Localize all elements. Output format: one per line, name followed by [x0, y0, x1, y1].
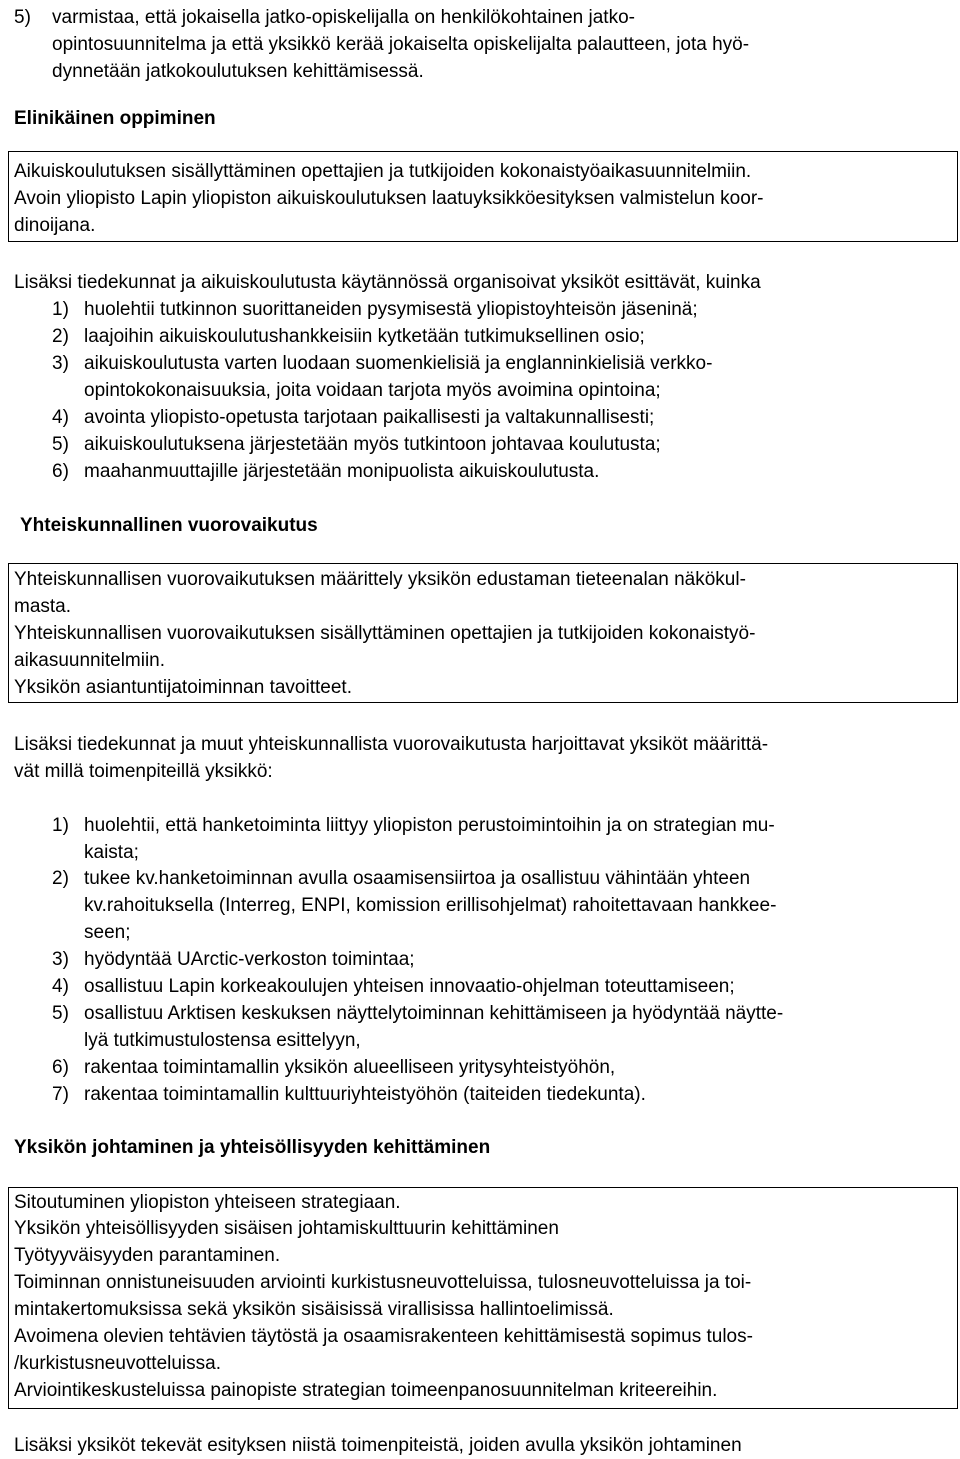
- paragraph-intro: vät millä toimenpiteillä yksikkö:: [14, 761, 273, 782]
- section-heading-lifelong-learning: Elinikäinen oppiminen: [14, 108, 216, 129]
- box-text: /kurkistusneuvotteluissa.: [14, 1353, 221, 1374]
- list-item-text: aikuiskoulutusta varten luodaan suomenkielisiä ja englanninkielisiä verkko-: [84, 353, 713, 374]
- paragraph-intro: Lisäksi tiedekunnat ja aikuiskoulutusta käytännössä organisoivat yksiköt esittävät, kuinka: [14, 272, 761, 293]
- box-text: Sitoutuminen yliopiston yhteiseen strategiaan.: [14, 1192, 401, 1213]
- list-item-text: osallistuu Lapin korkeakoulujen yhteisen innovaatio-ohjelman toteuttamiseen;: [84, 976, 735, 997]
- section-heading-societal-interaction: Yhteiskunnallinen vuorovaikutus: [20, 515, 318, 536]
- box-text: Aikuiskoulutuksen sisällyttäminen opettajien ja tutkijoiden kokonaistyöaikasuunnitelmiin.: [14, 161, 752, 182]
- list-item-text: rakentaa toimintamallin kulttuuriyhteistyöhön (taiteiden tiedekunta).: [84, 1084, 646, 1105]
- list-item-text: huolehtii, että hanketoiminta liittyy yliopiston perustoimintoihin ja on strategian mu-: [84, 815, 775, 836]
- list-item-text: osallistuu Arktisen keskuksen näyttelytoiminnan kehittämiseen ja hyödyntää näytte-: [84, 1003, 784, 1024]
- list-number: 3): [52, 949, 69, 970]
- box-text: dinoijana.: [14, 215, 96, 236]
- list-number: 5): [52, 434, 69, 455]
- list-number: 2): [52, 326, 69, 347]
- box-text: Toiminnan onnistuneisuuden arviointi kurkistusneuvotteluissa, tulosneuvotteluissa ja toi-: [14, 1272, 752, 1293]
- list-item-text: maahanmuuttajille järjestetään monipuolista aikuiskoulutusta.: [84, 461, 600, 482]
- box-text: mintakertomuksissa sekä yksikön sisäisissä virallisissa hallintoelimissä.: [14, 1299, 614, 1320]
- box-text: Avoin yliopisto Lapin yliopiston aikuiskoulutuksen laatuyksikköesityksen valmistelun koor-: [14, 188, 764, 209]
- list-item-text: hyödyntää UArctic-verkoston toimintaa;: [84, 949, 415, 970]
- list-number: 4): [52, 976, 69, 997]
- box-text: Työtyyväisyyden parantaminen.: [14, 1245, 281, 1266]
- list-item-text: laajoihin aikuiskoulutushankkeisiin kytketään tutkimuksellinen osio;: [84, 326, 645, 347]
- box-text: Avoimena olevien tehtävien täytöstä ja osaamisrakenteen kehittämisestä sopimus tulos-: [14, 1326, 753, 1347]
- paragraph-intro: Lisäksi yksiköt tekevät esityksen niistä toimenpiteistä, joiden avulla yksikön johtaminen: [14, 1435, 742, 1456]
- list-number: 6): [52, 461, 69, 482]
- list-number: 5): [52, 1003, 69, 1024]
- list-item-text: lyä tutkimustulostensa esittelyyn,: [84, 1030, 361, 1051]
- list-item-text: kv.rahoituksella (Interreg, ENPI, komission erillisohjelmat) rahoitettavaan hankkee-: [84, 895, 777, 916]
- list-number: 1): [52, 815, 69, 836]
- box-text: aikasuunnitelmiin.: [14, 650, 166, 671]
- list-item-text: dynnetään jatkokoulutuksen kehittämisessä.: [52, 61, 424, 82]
- box-text: Arviointikeskusteluissa painopiste strategian toimeenpanosuunnitelman kriteereihin.: [14, 1380, 718, 1401]
- list-item-text: opintokokonaisuuksia, joita voidaan tarjota myös avoimina opintoina;: [84, 380, 661, 401]
- list-item-text: rakentaa toimintamallin yksikön alueelliseen yritysyhteistyöhön,: [84, 1057, 616, 1078]
- list-number: 5): [14, 7, 31, 28]
- box-text: Yksikön yhteisöllisyyden sisäisen johtamiskulttuurin kehittäminen: [14, 1218, 559, 1239]
- box-text: Yhteiskunnallisen vuorovaikutuksen sisällyttäminen opettajien ja tutkijoiden kokonaistyö-: [14, 623, 756, 644]
- list-number: 1): [52, 299, 69, 320]
- list-number: 7): [52, 1084, 69, 1105]
- list-number: 4): [52, 407, 69, 428]
- box-text: Yhteiskunnallisen vuorovaikutuksen määrittely yksikön edustaman tieteenalan näkökul-: [14, 569, 746, 590]
- list-item-text: tukee kv.hanketoiminnan avulla osaamisensiirtoa ja osallistuu vähintään yhteen: [84, 868, 751, 889]
- list-item-text: aikuiskoulutuksena järjestetään myös tutkintoon johtavaa koulutusta;: [84, 434, 661, 455]
- section-heading-leadership: Yksikön johtaminen ja yhteisöllisyyden kehittäminen: [14, 1137, 491, 1158]
- box-text: masta.: [14, 596, 72, 617]
- list-item-text: seen;: [84, 922, 131, 943]
- box-text: Yksikön asiantuntijatoiminnan tavoitteet.: [14, 677, 352, 698]
- list-number: 3): [52, 353, 69, 374]
- list-item-text: varmistaa, että jokaisella jatko-opiskelijalla on henkilökohtainen jatko-: [52, 7, 635, 28]
- list-number: 6): [52, 1057, 69, 1078]
- paragraph-intro: Lisäksi tiedekunnat ja muut yhteiskunnallista vuorovaikutusta harjoittavat yksiköt määrittä-: [14, 734, 769, 755]
- list-number: 2): [52, 868, 69, 889]
- list-item-text: huolehtii tutkinnon suorittaneiden pysymisestä yliopistoyhteisön jäseninä;: [84, 299, 698, 320]
- list-item-text: kaista;: [84, 842, 139, 863]
- list-item-text: avointa yliopisto-opetusta tarjotaan paikallisesti ja valtakunnallisesti;: [84, 407, 655, 428]
- list-item-text: opintosuunnitelma ja että yksikkö kerää jokaiselta opiskelijalta palautteen, jota hyö-: [52, 34, 750, 55]
